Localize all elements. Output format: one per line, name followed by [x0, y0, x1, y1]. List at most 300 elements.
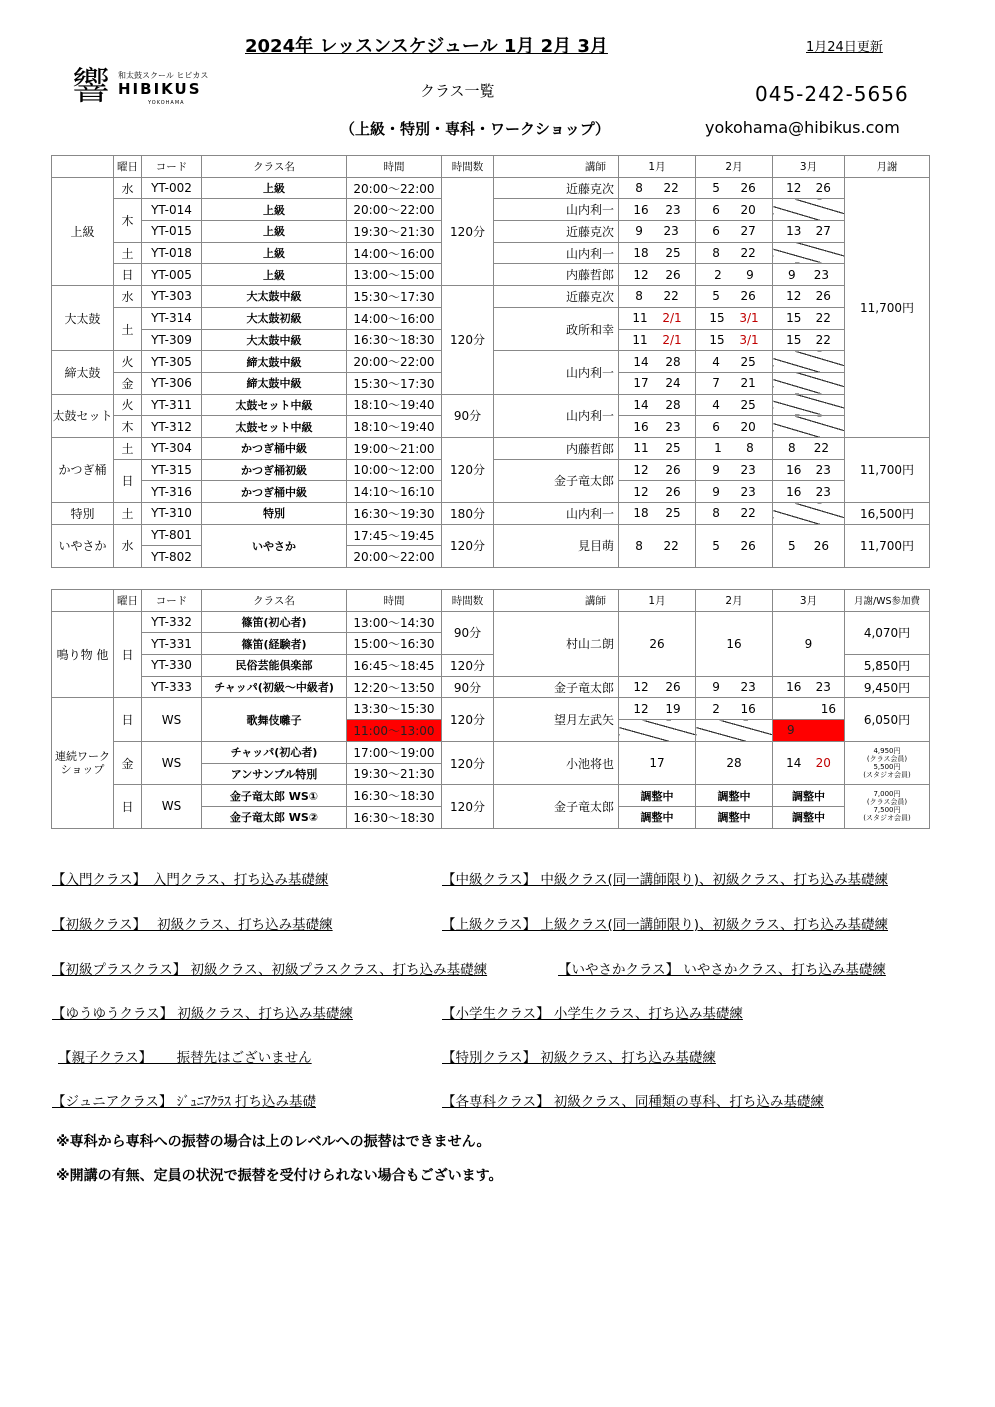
- class-name: 太鼓セット中級: [202, 394, 347, 416]
- date: 7: [712, 376, 720, 391]
- code-cell: YT-802: [142, 546, 202, 568]
- date: 2: [712, 701, 720, 716]
- code-cell: YT-311: [142, 394, 202, 416]
- note-item: 【中級クラス】 中級クラス(同一講師限り)、初級クラス、打ち込み基礎練: [442, 872, 889, 888]
- group-label: 大太鼓: [52, 286, 114, 351]
- class-name: 金子竜太郎 WS②: [202, 806, 347, 828]
- teacher-cell: 見目萌: [494, 524, 619, 567]
- date: 15: [786, 311, 802, 326]
- time-cell: 19:30～21:30: [347, 763, 442, 785]
- teacher-cell: 山内利一: [494, 503, 619, 525]
- date: 26: [665, 680, 681, 695]
- date: 16: [633, 202, 649, 217]
- table-row: [52, 437, 930, 459]
- note-item: 【初級プラスクラス】 初級クラス、初級プラスクラス、打ち込み基礎練: [52, 962, 488, 978]
- hours-cell: 120分: [442, 286, 494, 394]
- note-item: 【上級クラス】 上級クラス(同一講師限り)、初級クラス、打ち込み基礎練: [442, 917, 889, 933]
- table-row: [52, 177, 930, 199]
- time-cell: 16:30～18:30: [347, 785, 442, 807]
- date: 13: [786, 224, 802, 239]
- code-cell: YT-306: [142, 372, 202, 394]
- email-address: yokohama@hibikus.com: [705, 118, 900, 137]
- date: 18: [633, 246, 649, 261]
- logo-tagline: 和太鼓スクール ヒビカス: [118, 71, 209, 80]
- teacher-cell: 内藤哲郎: [494, 264, 619, 286]
- date: 24: [665, 376, 681, 391]
- date: 4: [712, 354, 720, 369]
- date: 6: [712, 202, 720, 217]
- code-cell: YT-333: [142, 676, 202, 698]
- logo-kanji: 響: [72, 64, 111, 108]
- date-red: 2/1: [662, 311, 682, 326]
- class-name: 上級: [202, 221, 347, 243]
- table-header: [52, 590, 930, 612]
- time-cell: 13:00～14:30: [347, 611, 442, 633]
- date: 25: [665, 441, 681, 456]
- date: 26: [665, 462, 681, 477]
- hours-cell: 90分: [442, 611, 494, 654]
- date: 5: [712, 181, 720, 196]
- class-name: 金子竜太郎 WS①: [202, 785, 347, 807]
- date: 16: [696, 611, 773, 676]
- time-cell: 16:45～18:45: [347, 655, 442, 677]
- fee-line: (スタジオ会員): [863, 814, 911, 823]
- pending-cell: 調整中: [696, 785, 773, 807]
- date: 22: [815, 311, 831, 326]
- class-name: 太鼓セット中級: [202, 416, 347, 438]
- class-name: 上級: [202, 199, 347, 221]
- date: 22: [740, 506, 756, 521]
- code-cell: YT-014: [142, 199, 202, 221]
- note-item: 【入門クラス】 入門クラス、打ち込み基礎練: [52, 872, 329, 888]
- teacher-cell: 金子竜太郎: [494, 785, 619, 828]
- table-row: [52, 286, 930, 308]
- teacher-cell: 内藤哲郎: [494, 437, 619, 459]
- date: 12: [633, 701, 649, 716]
- date: 23: [813, 267, 829, 282]
- header-mar: 3月: [773, 590, 845, 612]
- date: 22: [663, 289, 679, 304]
- subtitle: クラス一覧: [420, 82, 495, 100]
- date: 22: [663, 538, 679, 553]
- code-cell: YT-330: [142, 655, 202, 677]
- day-cell: 日: [114, 611, 142, 698]
- table-row: [52, 524, 930, 546]
- time-cell: 19:00～21:00: [347, 437, 442, 459]
- group-label: 特別: [52, 503, 114, 525]
- note-item: 【各専科クラス】 初級クラス、同種類の専科、打ち込み基礎練: [442, 1094, 824, 1110]
- teacher-cell: 小池将也: [494, 741, 619, 784]
- header-teacher: 講師: [494, 590, 619, 612]
- header-class: クラス名: [202, 156, 347, 178]
- fee-cell: 5,850円: [845, 655, 930, 677]
- updated-date: 1月24日更新: [806, 40, 883, 55]
- pending-cell: 調整中: [773, 806, 845, 828]
- hours-cell: 120分: [442, 437, 494, 502]
- date: 16: [633, 419, 649, 434]
- time-cell: 19:30～21:30: [347, 221, 442, 243]
- date: 25: [740, 354, 756, 369]
- pending-cell: 調整中: [619, 785, 696, 807]
- teacher-cell: 近藤克次: [494, 177, 619, 199]
- date: 12: [786, 289, 802, 304]
- time-cell: 13:30～15:30: [347, 698, 442, 720]
- time-cell: 20:00～22:00: [347, 351, 442, 373]
- date: 26: [815, 181, 831, 196]
- class-name: 上級: [202, 242, 347, 264]
- date: 8: [712, 506, 720, 521]
- header-feb: 2月: [696, 590, 773, 612]
- class-name: 歌舞伎囃子: [202, 698, 347, 741]
- header-fee: 月謝: [845, 156, 930, 178]
- fee-cell: 11,700円: [845, 524, 930, 567]
- date: 11: [633, 441, 649, 456]
- date-highlighted: 9: [773, 720, 845, 742]
- hours-cell: 90分: [442, 676, 494, 698]
- table-header: [52, 156, 930, 178]
- date: 23: [665, 419, 681, 434]
- date: 14: [633, 354, 649, 369]
- class-name: 上級: [202, 177, 347, 199]
- date: 14: [633, 397, 649, 412]
- teacher-cell: 金子竜太郎: [494, 459, 619, 502]
- pending-cell: 調整中: [696, 806, 773, 828]
- teacher-cell: 近藤克次: [494, 286, 619, 308]
- date: 27: [815, 224, 831, 239]
- class-name: 大太鼓中級: [202, 329, 347, 351]
- teacher-cell: 山内利一: [494, 394, 619, 437]
- date: 17: [633, 376, 649, 391]
- date: 5: [788, 538, 796, 553]
- date: 20: [740, 419, 756, 434]
- time-cell: 17:00～19:00: [347, 741, 442, 763]
- day-cell: 土: [114, 307, 142, 350]
- table-row: [52, 611, 930, 633]
- date: 23: [663, 224, 679, 239]
- day-cell: 水: [114, 286, 142, 308]
- time-cell: 14:00～16:00: [347, 242, 442, 264]
- time-cell: 14:10～16:10: [347, 481, 442, 503]
- date-red: 2/1: [662, 332, 682, 347]
- fee-cell: 9,450円: [845, 676, 930, 698]
- date: 27: [740, 224, 756, 239]
- day-cell: 木: [114, 199, 142, 242]
- header-day: 曜日: [114, 156, 142, 178]
- date: 9: [712, 484, 720, 499]
- time-cell: 17:45～19:45: [347, 524, 442, 546]
- date: 22: [813, 441, 829, 456]
- hours-cell: 90分: [442, 394, 494, 437]
- code-cell: YT-309: [142, 329, 202, 351]
- fee-cell: 6,050円: [845, 698, 930, 741]
- fee-cell: 11,700円: [845, 177, 930, 437]
- date: 23: [665, 202, 681, 217]
- date: 23: [815, 462, 831, 477]
- day-cell: 金: [114, 741, 142, 784]
- header-fee: 月謝/WS参加費: [845, 590, 930, 612]
- date: 8: [712, 246, 720, 261]
- table-row: [52, 785, 930, 807]
- group-label: 上級: [52, 177, 114, 285]
- date: 14: [786, 756, 802, 770]
- time-cell-highlighted: 11:00～13:00: [347, 720, 442, 742]
- date: 8: [635, 538, 643, 553]
- class-name: チャッパ(初級～中級者): [202, 676, 347, 698]
- logo-name: HIBIKUS: [118, 80, 202, 98]
- time-cell: 20:00～22:00: [347, 546, 442, 568]
- date: 19: [665, 701, 681, 716]
- day-cell: 土: [114, 242, 142, 264]
- date: 8: [788, 441, 796, 456]
- fee-cell: 4,070円: [845, 611, 930, 654]
- no-class-slash: [773, 394, 845, 416]
- date: 6: [712, 419, 720, 434]
- date: 21: [740, 376, 756, 391]
- date: 23: [815, 680, 831, 695]
- date: 12: [633, 462, 649, 477]
- teacher-cell: 政所和幸: [494, 307, 619, 350]
- date: 8: [635, 289, 643, 304]
- code-cell: YT-018: [142, 242, 202, 264]
- no-class-slash: [773, 372, 845, 394]
- fee-cell: [845, 785, 930, 828]
- header-teacher: 講師: [494, 156, 619, 178]
- day-cell: 火: [114, 394, 142, 416]
- date: 8: [635, 181, 643, 196]
- date: 9: [712, 462, 720, 477]
- phone-number: 045-242-5656: [755, 82, 909, 106]
- code-cell: YT-332: [142, 611, 202, 633]
- code-cell: YT-304: [142, 437, 202, 459]
- date: 16: [786, 484, 802, 499]
- day-cell: 日: [114, 698, 142, 741]
- time-cell: 15:00～16:30: [347, 633, 442, 655]
- date: 9: [746, 267, 754, 282]
- date-red: 3/1: [739, 311, 759, 326]
- date: 4: [712, 397, 720, 412]
- date: 25: [740, 397, 756, 412]
- header-jan: 1月: [619, 156, 696, 178]
- date: 18: [633, 506, 649, 521]
- time-cell: 20:00～22:00: [347, 177, 442, 199]
- date-red: 3/1: [739, 332, 759, 347]
- date: 8: [746, 441, 754, 456]
- date: 20: [740, 202, 756, 217]
- time-cell: 15:30～17:30: [347, 372, 442, 394]
- teacher-cell: 山内利一: [494, 351, 619, 394]
- time-cell: 12:20～13:50: [347, 676, 442, 698]
- date: 26: [740, 181, 756, 196]
- code-cell: YT-002: [142, 177, 202, 199]
- date: 15: [709, 311, 725, 326]
- class-name: 締太鼓中級: [202, 372, 347, 394]
- date: 12: [786, 181, 802, 196]
- header-hours: 時間数: [442, 590, 494, 612]
- class-name: いやさか: [202, 524, 347, 567]
- table-row: [52, 394, 930, 416]
- date: 23: [740, 484, 756, 499]
- date: 11: [632, 332, 648, 347]
- code-cell: YT-315: [142, 459, 202, 481]
- note-item: 【初級クラス】 初級クラス、打ち込み基礎練: [52, 917, 333, 933]
- table-row: [52, 676, 930, 698]
- fee-line: 7,000円: [873, 790, 901, 799]
- class-name: 締太鼓中級: [202, 351, 347, 373]
- fee-line: 4,950円: [873, 747, 901, 755]
- code-cell: YT-801: [142, 524, 202, 546]
- date: 5: [712, 538, 720, 553]
- class-schedule-table: [51, 155, 930, 568]
- fee-line: (クラス会員): [866, 755, 908, 763]
- header-code: コード: [142, 590, 202, 612]
- hours-cell: 120分: [442, 655, 494, 677]
- date: 5: [712, 289, 720, 304]
- note-item: 【小学生クラス】 小学生クラス、打ち込み基礎練: [442, 1006, 743, 1022]
- time-cell: 15:30～17:30: [347, 286, 442, 308]
- date: 12: [633, 267, 649, 282]
- pending-cell: 調整中: [773, 785, 845, 807]
- class-name: かつぎ桶初級: [202, 459, 347, 481]
- date: 12: [633, 484, 649, 499]
- class-name: チャッパ(初心者): [202, 741, 347, 763]
- code-cell: YT-331: [142, 633, 202, 655]
- class-name: アンサンブル特別: [202, 763, 347, 785]
- no-class-slash: [619, 720, 696, 742]
- code-cell: YT-305: [142, 351, 202, 373]
- header-hours: 時間数: [442, 156, 494, 178]
- time-cell: 20:00～22:00: [347, 199, 442, 221]
- time-cell: 13:00～15:00: [347, 264, 442, 286]
- no-class-slash: [773, 351, 845, 373]
- note-item: 【いやさかクラス】 いやさかクラス、打ち込み基礎練: [558, 962, 886, 978]
- day-cell: 水: [114, 524, 142, 567]
- header-class: クラス名: [202, 590, 347, 612]
- class-name: 篠笛(経験者): [202, 633, 347, 655]
- time-cell: 16:30～18:30: [347, 806, 442, 828]
- note-item: 【親子クラス】 振替先はございません: [58, 1050, 312, 1066]
- class-name: 篠笛(初心者): [202, 611, 347, 633]
- fee-cell: 16,500円: [845, 503, 930, 525]
- subtitle-categories: （上級・特別・専科・ワークショップ）: [340, 120, 610, 138]
- time-cell: 18:10～19:40: [347, 394, 442, 416]
- code-cell: WS: [142, 698, 202, 741]
- teacher-cell: 村山二朗: [494, 611, 619, 676]
- code-cell: YT-015: [142, 221, 202, 243]
- class-name: かつぎ桶中級: [202, 481, 347, 503]
- date: 2: [714, 267, 722, 282]
- teacher-cell: 近藤克次: [494, 221, 619, 243]
- day-cell: 金: [114, 372, 142, 394]
- teacher-cell: 望月左武矢: [494, 698, 619, 741]
- class-name: 大太鼓初級: [202, 307, 347, 329]
- time-cell: 14:00～16:00: [347, 307, 442, 329]
- date: 16: [773, 698, 845, 720]
- teacher-cell: 金子竜太郎: [494, 676, 619, 698]
- warning-note: ※専科から専科への振替の場合は上のレベルへの振替はできません。: [56, 1134, 491, 1150]
- hours-cell: 120分: [442, 698, 494, 741]
- workshop-schedule-table: [51, 589, 930, 829]
- date: 17: [619, 741, 696, 784]
- hours-cell: 120分: [442, 177, 494, 285]
- note-item: 【特別クラス】 初級クラス、打ち込み基礎練: [442, 1050, 716, 1066]
- date: 23: [740, 462, 756, 477]
- header-code: コード: [142, 156, 202, 178]
- hours-cell: 120分: [442, 524, 494, 567]
- day-cell: 土: [114, 437, 142, 459]
- date: 26: [619, 611, 696, 676]
- time-cell: 16:30～18:30: [347, 329, 442, 351]
- date: 9: [635, 224, 643, 239]
- day-cell: 水: [114, 177, 142, 199]
- date: 12: [633, 680, 649, 695]
- code-cell: YT-310: [142, 503, 202, 525]
- date: 26: [815, 289, 831, 304]
- date: 25: [665, 246, 681, 261]
- fee-line: 5,500円: [873, 763, 901, 771]
- fee-cell: [845, 741, 930, 784]
- group-label: 太鼓セット: [52, 394, 114, 437]
- date: 26: [665, 484, 681, 499]
- date: 22: [815, 332, 831, 347]
- warning-note: ※開講の有無、定員の状況で振替を受付けられない場合もございます。: [56, 1168, 503, 1184]
- note-item: 【ジュニアクラス】 ｼﾞｭﾆｱｸﾗｽ 打ち込み基礎: [52, 1094, 317, 1110]
- class-name: 上級: [202, 264, 347, 286]
- no-class-slash: [773, 242, 845, 264]
- group-label: いやさか: [52, 524, 114, 567]
- hibikus-logo: [72, 64, 232, 112]
- date: 9: [788, 267, 796, 282]
- date: 22: [663, 181, 679, 196]
- group-label: 締太鼓: [52, 351, 114, 394]
- date-red: 20: [815, 756, 831, 770]
- date: 28: [665, 354, 681, 369]
- header-day: 曜日: [114, 590, 142, 612]
- header-jan: 1月: [619, 590, 696, 612]
- date: 26: [813, 538, 829, 553]
- header-time: 時間: [347, 590, 442, 612]
- no-class-slash: [773, 503, 845, 525]
- date: 15: [786, 332, 802, 347]
- date: 26: [665, 267, 681, 282]
- time-cell: 16:30～19:30: [347, 503, 442, 525]
- header-time: 時間: [347, 156, 442, 178]
- no-class-slash: [696, 720, 773, 742]
- table-row: [52, 698, 930, 720]
- fee-line: (クラス会員): [866, 798, 908, 807]
- table-row: [52, 741, 930, 763]
- date: 16: [740, 701, 756, 716]
- day-cell: 木: [114, 416, 142, 438]
- fee-line: 7,500円: [873, 806, 901, 815]
- date: 1: [714, 441, 722, 456]
- date: 25: [665, 506, 681, 521]
- day-cell: 日: [114, 264, 142, 286]
- group-label: かつぎ桶: [52, 437, 114, 502]
- code-cell: YT-312: [142, 416, 202, 438]
- class-name: 大太鼓中級: [202, 286, 347, 308]
- class-name: 特別: [202, 503, 347, 525]
- class-name: 民俗芸能倶楽部: [202, 655, 347, 677]
- time-cell: 10:00～12:00: [347, 459, 442, 481]
- date: 9: [712, 680, 720, 695]
- date: 26: [740, 289, 756, 304]
- table-row: [52, 503, 930, 525]
- date: 15: [709, 332, 725, 347]
- header-feb: 2月: [696, 156, 773, 178]
- fee-line: (スタジオ会員): [863, 771, 911, 779]
- date: 11: [632, 311, 648, 326]
- teacher-cell: 山内利一: [494, 199, 619, 221]
